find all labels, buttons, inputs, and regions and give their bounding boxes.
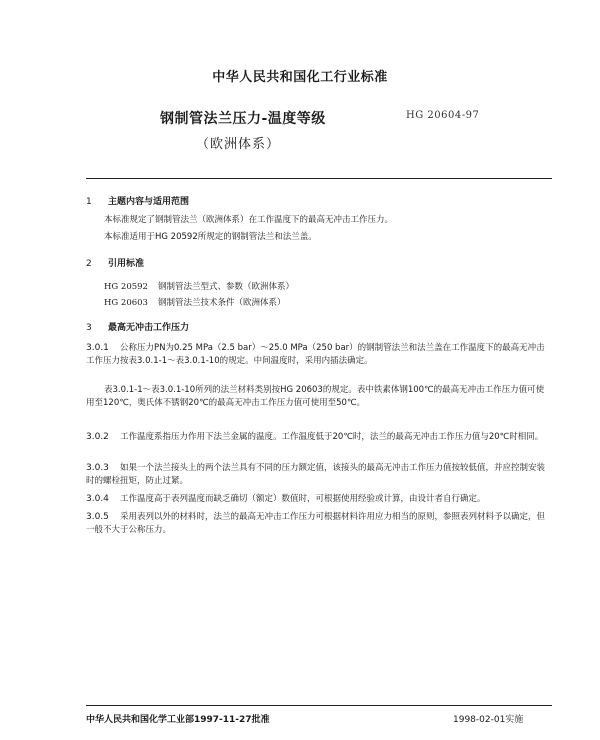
clause-text: 公称压力PN为0.25 MPa（2.5 bar）～25.0 MPa（250 bar）的钢制管法兰和法兰盖在工作温度下的最高无冲击工作压力按表3.0.1-1～表3.0.1-10的规定。中间温度时，采用内插法确定。	[86, 343, 545, 366]
clause-text: 如果一个法兰接头上的两个法兰具有不同的压力额定值，该接头的最高无冲击工作压力值按较低值，并应控制安装时的螺栓扭矩，防止过紧。	[86, 463, 546, 486]
clause-text: 采用表列以外的材料时，法兰的最高无冲击工作压力可根据材料许用应力相当的原则，参照表列材料予以确定，但一般不大于公称压力。	[86, 512, 546, 535]
clause-text: 工作温度系指压力作用下法兰金属的温度。工作温度低于20℃时，法兰的最高无冲击工作压力值与20℃时相同。	[120, 432, 544, 442]
section-title: 主题内容与适用范围	[108, 197, 190, 207]
clause-number: 3.0.2	[86, 432, 109, 442]
clause-note: 表3.0.1-1～表3.0.1-10所列的法兰材料类别按HG 20603的规定。表中铁素体钢100℃的最高无冲击工作压力值可使用至120℃，奥氏体不锈钢20℃的最高无冲击工作压力值可使用至50℃。	[86, 385, 545, 408]
section-1-paragraph: 本标准适用于HG 20592所规定的钢制管法兰和法兰盖。	[104, 232, 317, 242]
section-2-heading	[86, 256, 144, 269]
reference-item	[104, 296, 286, 308]
reference-code: HG 20592	[104, 282, 148, 292]
section-3-heading	[86, 320, 189, 333]
bottom-divider	[86, 705, 552, 706]
section-number: 2	[86, 259, 92, 269]
issuing-authority: 中华人民共和国化工行业标准	[212, 70, 388, 85]
clause-number: 3.0.3	[86, 463, 109, 473]
standard-code: HG 20604-97	[406, 110, 480, 121]
approval-statement: 中华人民共和国化学工业部1997-11-27批准	[86, 715, 270, 725]
section-title: 最高无冲击工作压力	[108, 323, 190, 333]
clause-text: 工作温度高于表列温度而缺乏确切（额定）数值时，可根据使用经验或计算，由设计者自行确定。	[120, 494, 486, 504]
section-number: 1	[86, 197, 92, 207]
clause-number: 3.0.1	[86, 343, 109, 353]
document-subtitle: （欧洲体系）	[196, 137, 281, 152]
top-divider	[86, 178, 552, 179]
reference-title: 钢制管法兰型式、参数（欧洲体系）	[158, 282, 295, 292]
document-title: 钢制管法兰压力-温度等级	[160, 111, 326, 127]
reference-code: HG 20603	[104, 298, 148, 308]
clause-number: 3.0.5	[86, 512, 109, 522]
reference-item	[104, 280, 294, 292]
section-1-heading	[86, 194, 189, 207]
effective-date: 1998-02-01实施	[453, 715, 524, 725]
section-1-paragraph: 本标准规定了钢制管法兰（欧洲体系）在工作温度下的最高无冲击工作压力。	[104, 215, 394, 225]
reference-title: 钢制管法兰技术条件（欧洲体系）	[158, 298, 286, 308]
section-title: 引用标准	[108, 259, 145, 269]
clause-number: 3.0.4	[86, 494, 109, 504]
section-number: 3	[86, 323, 92, 333]
